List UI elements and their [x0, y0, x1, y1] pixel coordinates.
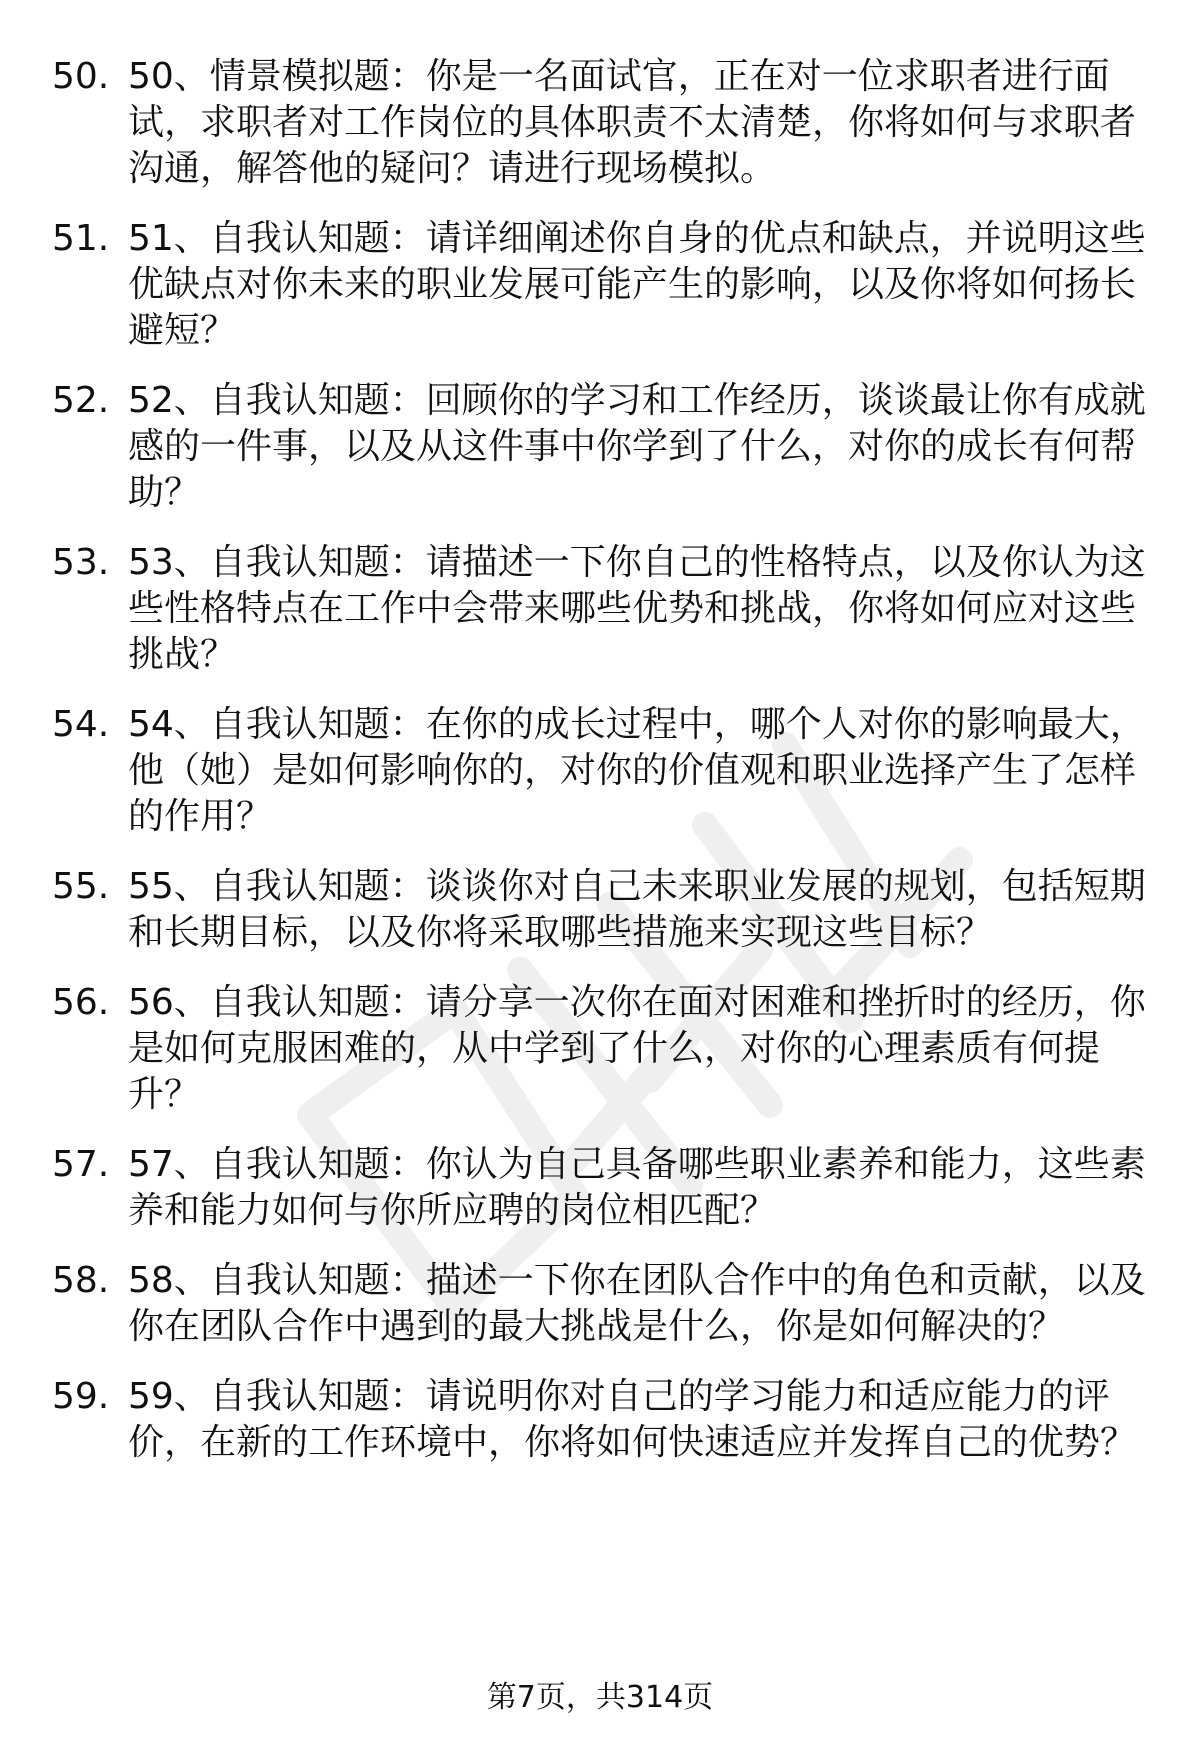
- list-item: [0, 1142, 1154, 1234]
- question-number: 51.: [52, 218, 110, 259]
- question-number: 56.: [52, 982, 110, 1023]
- question-text: 55、自我认知题：谈谈你对自己未来职业发展的规划，包括短期和长期目标，以及你将采取哪些措施来实现这些目标？: [128, 866, 1146, 953]
- question-number: 53.: [52, 542, 110, 583]
- question-text: 58、自我认知题：描述一下你在团队合作中的角色和贡献，以及你在团队合作中遇到的最大挑战是什么，你是如何解决的？: [128, 1260, 1146, 1347]
- list-item: [0, 864, 1154, 956]
- question-number: 58.: [52, 1260, 110, 1301]
- list-item: [0, 540, 1154, 678]
- question-text: 53、自我认知题：请描述一下你自己的性格特点，以及你认为这些性格特点在工作中会带来哪些优势和挑战，你将如何应对这些挑战？: [128, 542, 1146, 675]
- question-text: 54、自我认知题：在你的成长过程中，哪个人对你的影响最大，他（她）是如何影响你的，对你的价值观和职业选择产生了怎样的作用？: [128, 704, 1146, 837]
- list-item: [0, 1374, 1154, 1466]
- question-text: 51、自我认知题：请详细阐述你自身的优点和缺点，并说明这些优缺点对你未来的职业发展可能产生的影响，以及你将如何扬长避短？: [128, 218, 1146, 351]
- list-item: [0, 216, 1154, 354]
- question-list: [0, 54, 1200, 1490]
- list-item: [0, 54, 1154, 192]
- list-item: [0, 702, 1154, 840]
- question-text: 52、自我认知题：回顾你的学习和工作经历，谈谈最让你有成就感的一件事，以及从这件事中你学到了什么，对你的成长有何帮助？: [128, 380, 1146, 513]
- question-text: 56、自我认知题：请分享一次你在面对困难和挫折时的经历，你是如何克服困难的，从中学到了什么，对你的心理素质有何提升？: [128, 982, 1146, 1115]
- question-number: 55.: [52, 866, 110, 907]
- question-number: 57.: [52, 1144, 110, 1185]
- question-number: 50.: [52, 56, 110, 97]
- list-item: [0, 1258, 1154, 1350]
- page-number: 第7页，共314页: [486, 1680, 714, 1715]
- question-text: 57、自我认知题：你认为自己具备哪些职业素养和能力，这些素养和能力如何与你所应聘的岗位相匹配？: [128, 1144, 1146, 1231]
- list-item: [0, 980, 1154, 1118]
- question-text: 59、自我认知题：请说明你对自己的学习能力和适应能力的评价，在新的工作环境中，你将如何快速适应并发挥自己的优势？: [128, 1376, 1137, 1463]
- question-number: 54.: [52, 704, 110, 745]
- question-number: 52.: [52, 380, 110, 421]
- list-item: [0, 378, 1154, 516]
- question-text: 50、情景模拟题：你是一名面试官，正在对一位求职者进行面试，求职者对工作岗位的具体职责不太清楚，你将如何与求职者沟通，解答他的疑问？请进行现场模拟。: [128, 56, 1137, 189]
- question-number: 59.: [52, 1376, 110, 1417]
